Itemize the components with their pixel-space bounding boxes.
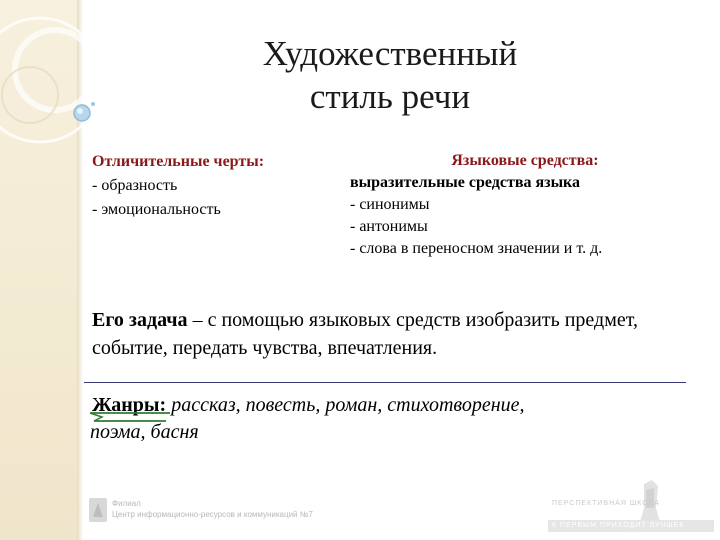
means-heading: Языковые средства: [451, 152, 599, 169]
genres-heading: Жанры: [92, 394, 167, 416]
footer-caption-line1: Филиал [112, 499, 141, 508]
footer-brand-logo [548, 478, 714, 534]
means-subheading: выразительные средства языка [350, 174, 581, 191]
footer-caption-line2: Центр информационно-ресурсов и коммуникаций №7 [112, 510, 313, 519]
handwritten-underline [88, 410, 178, 424]
footer-caption [112, 498, 313, 520]
page-title [180, 32, 600, 118]
task-text: – с помощью языковых средств изобразить предмет, событие, передать чувства, впечатления. [92, 309, 638, 359]
means-column [350, 150, 690, 260]
title-line-1: Художественный [262, 34, 518, 73]
means-item: - слова в переносном значении и т. д. [350, 240, 603, 257]
genres-paragraph [92, 392, 692, 419]
divider-line [84, 382, 686, 383]
features-column [92, 150, 264, 222]
feature-item: - образность [92, 177, 178, 194]
school-logo-icon [88, 497, 108, 523]
genres-text-line2: поэма, басня [90, 421, 199, 443]
features-heading: Отличительные черты: [92, 153, 265, 170]
means-item: - синонимы [350, 196, 430, 213]
title-line-2: стиль речи [309, 77, 471, 116]
brand-line-2: К ПЕРВЫМ ПРИХОДИТ ЛУЧШЕЕ [552, 522, 685, 529]
task-lead: Его задача [92, 309, 188, 331]
brand-line-1: ПЕРСПЕКТИВНАЯ ШКОЛА [552, 500, 660, 507]
means-item: - антонимы [350, 218, 428, 235]
genres-text: рассказ, повесть, роман, стихотворение, [166, 394, 525, 416]
task-paragraph [92, 306, 702, 362]
feature-item: - эмоциональность [92, 201, 221, 218]
